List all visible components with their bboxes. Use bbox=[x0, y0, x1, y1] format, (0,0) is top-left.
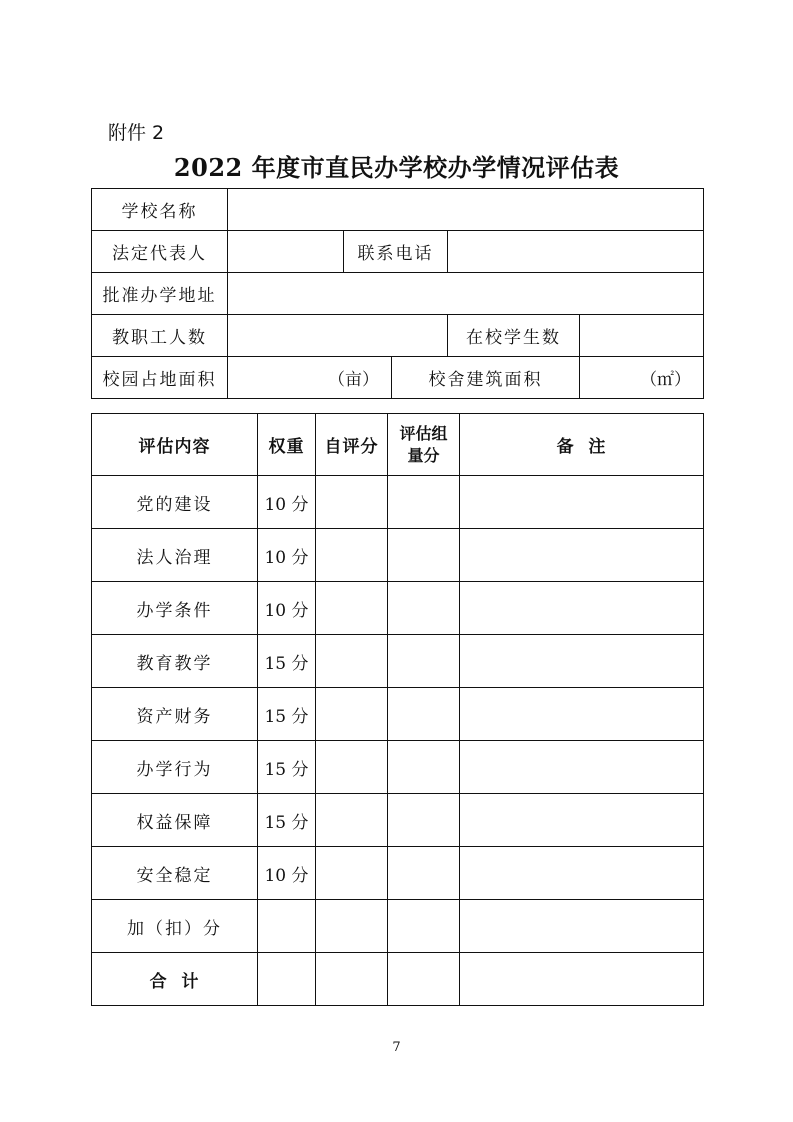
legal-rep-label: 法定代表人 bbox=[92, 231, 228, 273]
document-title: 2022 年度市直民办学校办学情况评估表 bbox=[173, 153, 620, 182]
eval-item-weight: 15 分 bbox=[258, 741, 316, 794]
header-group-score bbox=[388, 414, 460, 476]
group-score-cell[interactable] bbox=[388, 794, 460, 847]
total-weight-cell[interactable] bbox=[258, 953, 316, 1006]
eval-item-label: 党的建设 bbox=[92, 476, 258, 529]
remarks-cell[interactable] bbox=[460, 847, 704, 900]
address-label: 批准办学地址 bbox=[92, 273, 228, 315]
group-score-cell[interactable] bbox=[388, 529, 460, 582]
legal-rep-field[interactable] bbox=[228, 231, 344, 273]
self-score-cell[interactable] bbox=[316, 900, 388, 953]
group-score-cell[interactable] bbox=[388, 741, 460, 794]
total-label: 合 计 bbox=[92, 953, 258, 1006]
total-remarks-cell[interactable] bbox=[460, 953, 704, 1006]
evaluation-table bbox=[91, 413, 704, 1006]
building-area-field[interactable] bbox=[580, 357, 704, 399]
table-row bbox=[92, 582, 704, 635]
eval-item-label: 办学条件 bbox=[92, 582, 258, 635]
info-row-legal-rep bbox=[92, 231, 704, 273]
info-row-address bbox=[92, 273, 704, 315]
self-score-cell[interactable] bbox=[316, 847, 388, 900]
header-group-score-line2: 量分 bbox=[407, 445, 440, 465]
building-area-unit: （㎡） bbox=[640, 370, 692, 390]
page-number: 7 bbox=[392, 1040, 401, 1055]
evaluation-header-row bbox=[92, 414, 704, 476]
group-score-cell[interactable] bbox=[388, 900, 460, 953]
contact-phone-field[interactable] bbox=[448, 231, 704, 273]
self-score-cell[interactable] bbox=[316, 635, 388, 688]
eval-item-weight: 15 分 bbox=[258, 635, 316, 688]
eval-item-weight: 10 分 bbox=[258, 847, 316, 900]
contact-phone-label: 联系电话 bbox=[344, 231, 448, 273]
remarks-cell[interactable] bbox=[460, 794, 704, 847]
table-row bbox=[92, 794, 704, 847]
staff-count-label: 教职工人数 bbox=[92, 315, 228, 357]
remarks-cell[interactable] bbox=[460, 741, 704, 794]
header-self-score: 自评分 bbox=[316, 414, 388, 476]
school-info-table bbox=[91, 188, 704, 399]
table-row bbox=[92, 900, 704, 953]
total-self-score-cell[interactable] bbox=[316, 953, 388, 1006]
eval-item-label: 安全稳定 bbox=[92, 847, 258, 900]
eval-item-weight: 10 分 bbox=[258, 529, 316, 582]
group-score-cell[interactable] bbox=[388, 582, 460, 635]
info-row-counts bbox=[92, 315, 704, 357]
eval-item-label: 教育教学 bbox=[92, 635, 258, 688]
eval-item-label: 资产财务 bbox=[92, 688, 258, 741]
header-group-score-line1: 评估组 bbox=[399, 423, 448, 443]
eval-item-label: 加（扣）分 bbox=[92, 900, 258, 953]
remarks-cell[interactable] bbox=[460, 900, 704, 953]
header-content: 评估内容 bbox=[92, 414, 258, 476]
remarks-cell[interactable] bbox=[460, 688, 704, 741]
eval-item-weight: 10 分 bbox=[258, 582, 316, 635]
campus-area-unit: （亩） bbox=[328, 370, 379, 390]
school-name-field[interactable] bbox=[228, 189, 704, 231]
info-row-areas bbox=[92, 357, 704, 399]
table-row bbox=[92, 847, 704, 900]
total-group-score-cell[interactable] bbox=[388, 953, 460, 1006]
self-score-cell[interactable] bbox=[316, 529, 388, 582]
eval-item-weight: 15 分 bbox=[258, 794, 316, 847]
remarks-cell[interactable] bbox=[460, 635, 704, 688]
self-score-cell[interactable] bbox=[316, 794, 388, 847]
campus-area-label: 校园占地面积 bbox=[92, 357, 228, 399]
address-field[interactable] bbox=[228, 273, 704, 315]
eval-item-weight: 15 分 bbox=[258, 688, 316, 741]
group-score-cell[interactable] bbox=[388, 688, 460, 741]
table-row bbox=[92, 476, 704, 529]
table-row bbox=[92, 741, 704, 794]
self-score-cell[interactable] bbox=[316, 688, 388, 741]
group-score-cell[interactable] bbox=[388, 847, 460, 900]
total-row bbox=[92, 953, 704, 1006]
info-row-school-name bbox=[92, 189, 704, 231]
self-score-cell[interactable] bbox=[316, 582, 388, 635]
header-weight: 权重 bbox=[258, 414, 316, 476]
self-score-cell[interactable] bbox=[316, 741, 388, 794]
table-row bbox=[92, 688, 704, 741]
group-score-cell[interactable] bbox=[388, 476, 460, 529]
remarks-cell[interactable] bbox=[460, 529, 704, 582]
student-count-field[interactable] bbox=[580, 315, 704, 357]
eval-item-label: 权益保障 bbox=[92, 794, 258, 847]
remarks-cell[interactable] bbox=[460, 582, 704, 635]
school-name-label: 学校名称 bbox=[92, 189, 228, 231]
attachment-label: 附件 2 bbox=[108, 122, 165, 144]
eval-item-weight: 10 分 bbox=[258, 476, 316, 529]
table-row bbox=[92, 529, 704, 582]
eval-item-weight bbox=[258, 900, 316, 953]
campus-area-field[interactable] bbox=[228, 357, 392, 399]
table-row bbox=[92, 635, 704, 688]
eval-item-label: 办学行为 bbox=[92, 741, 258, 794]
staff-count-field[interactable] bbox=[228, 315, 448, 357]
self-score-cell[interactable] bbox=[316, 476, 388, 529]
eval-item-label: 法人治理 bbox=[92, 529, 258, 582]
student-count-label: 在校学生数 bbox=[448, 315, 580, 357]
building-area-label: 校舍建筑面积 bbox=[392, 357, 580, 399]
header-remarks: 备 注 bbox=[460, 414, 704, 476]
remarks-cell[interactable] bbox=[460, 476, 704, 529]
group-score-cell[interactable] bbox=[388, 635, 460, 688]
